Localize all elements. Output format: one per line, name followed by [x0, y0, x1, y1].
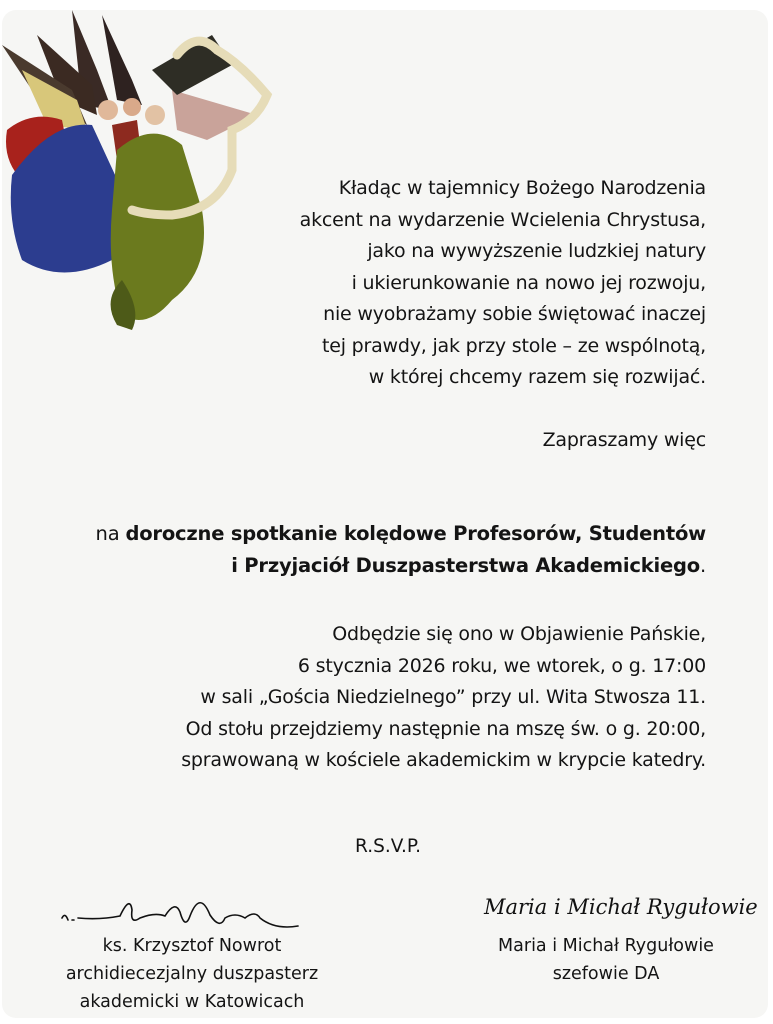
intro-line: tej prawdy, jak przy stole – ze wspólnotą, — [321, 334, 706, 357]
intro-line: jako na wywyższenie ludzkiej natury — [367, 240, 706, 262]
signer-name: Maria i Michał Rygułowie — [498, 936, 714, 956]
invitation-card — [2, 10, 768, 1018]
svg-text:Maria i Michał Rygułowie: Maria i Michał Rygułowie — [484, 895, 758, 919]
intro-line: akcent na wydarzenie Wcielenia Chrystusa, — [299, 208, 706, 231]
details-paragraph — [181, 619, 706, 777]
signer-title: szefowie DA — [552, 964, 660, 984]
event-title — [96, 518, 706, 581]
event-suffix: . — [700, 553, 706, 577]
signature-left-handwritten-icon — [60, 890, 300, 935]
signature-right — [472, 932, 740, 988]
signer-name: ks. Krzysztof Nowrot — [102, 936, 282, 956]
details-line: sprawowaną w kościele akademickim w krypcie katedry. — [181, 749, 706, 771]
signer-title: akademicki w Katowicach — [79, 992, 305, 1012]
event-title-line1: doroczne spotkanie kolędowe Profesorów, Studentów — [125, 522, 706, 545]
signature-left — [42, 932, 342, 1016]
signer-title: archidiecezjalny duszpasterz — [65, 964, 319, 984]
signature-right-handwritten-icon — [482, 886, 767, 931]
intro-paragraph — [300, 173, 706, 394]
details-line: Od stołu przejdziemy następnie na mszę św. o g. 20:00, — [185, 717, 706, 740]
intro-line: Kładąc w tajemnicy Bożego Narodzenia — [338, 177, 706, 199]
details-line: 6 stycznia 2026 roku, we wtorek, o g. 17:00 — [297, 654, 706, 677]
intro-line: i ukierunkowanie na nowo jej rozwoju, — [351, 271, 706, 294]
event-prefix: na — [95, 522, 126, 545]
intro-line: nie wyobrażamy sobie świętować inaczej — [323, 303, 706, 325]
invite-line: Zapraszamy więc — [542, 429, 706, 451]
details-line: w sali „Gościa Niedzielnego” przy ul. Wita Stwosza 11. — [200, 686, 706, 708]
details-line: Odbędzie się ono w Objawienie Pańskie, — [332, 623, 706, 645]
angels-illustration-icon — [2, 10, 277, 340]
rsvp-label: R.S.V.P. — [355, 836, 422, 857]
intro-line: w której chcemy razem się rozwijać. — [368, 366, 706, 388]
event-title-line2: i Przyjaciół Duszpasterstwa Akademickiego — [231, 553, 700, 577]
